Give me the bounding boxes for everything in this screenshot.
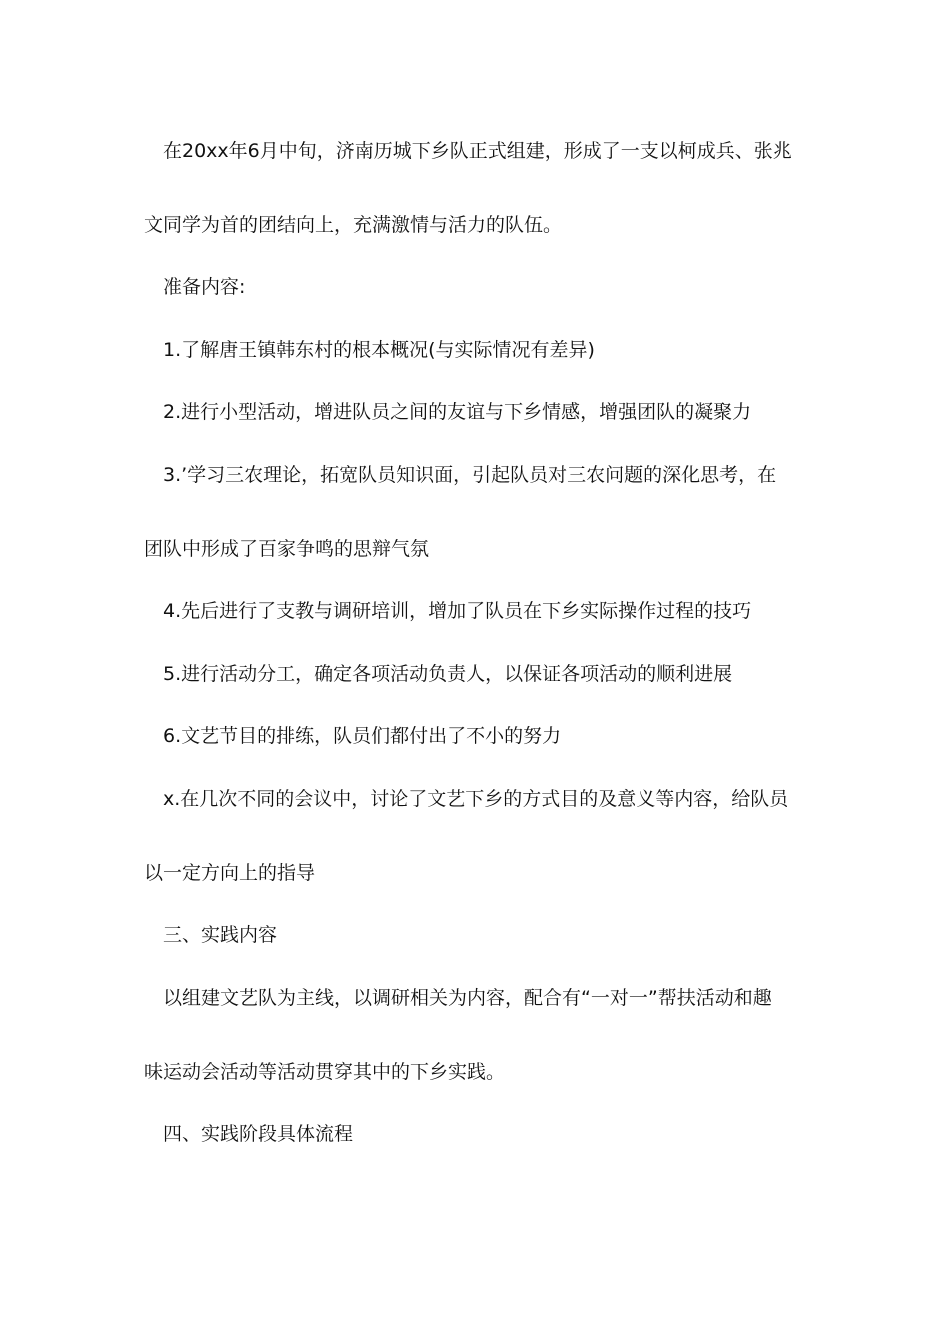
- section-heading: 四、实践阶段具体流程: [163, 1123, 354, 1145]
- list-item: 1.了解唐王镇韩东村的根本概况(与实际情况有差异): [163, 339, 595, 361]
- section-heading: 三、实践内容: [163, 924, 278, 946]
- section-label: 准备内容:: [163, 276, 246, 298]
- paragraph-line: 文同学为首的团结向上，充满激情与活力的队伍。: [144, 214, 563, 236]
- list-item: 3.’学习三农理论，拓宽队员知识面，引起队员对三农问题的深化思考，在: [163, 464, 777, 486]
- paragraph-line: 味运动会活动等活动贯穿其中的下乡实践。: [144, 1061, 506, 1083]
- list-item: x.在几次不同的会议中，讨论了文艺下乡的方式目的及意义等内容，给队员: [163, 788, 789, 810]
- list-item-continuation: 团队中形成了百家争鸣的思辩气氛: [144, 538, 430, 560]
- list-item: 2.进行小型活动，增进队员之间的友谊与下乡情感，增强团队的凝聚力: [163, 401, 752, 423]
- list-item: 5.进行活动分工，确定各项活动负责人，以保证各项活动的顺利进展: [163, 663, 733, 685]
- list-item: 4.先后进行了支教与调研培训，增加了队员在下乡实际操作过程的技巧: [163, 600, 752, 622]
- list-item-continuation: 以一定方向上的指导: [144, 862, 316, 884]
- paragraph-line: 在20xx年6月中旬，济南历城下乡队正式组建，形成了一支以柯成兵、张兆: [163, 140, 792, 162]
- list-item: 6.文艺节目的排练，队员们都付出了不小的努力: [163, 725, 562, 747]
- paragraph-line: 以组建文艺队为主线，以调研相关为内容，配合有“一对一”帮扶活动和趣: [163, 987, 772, 1009]
